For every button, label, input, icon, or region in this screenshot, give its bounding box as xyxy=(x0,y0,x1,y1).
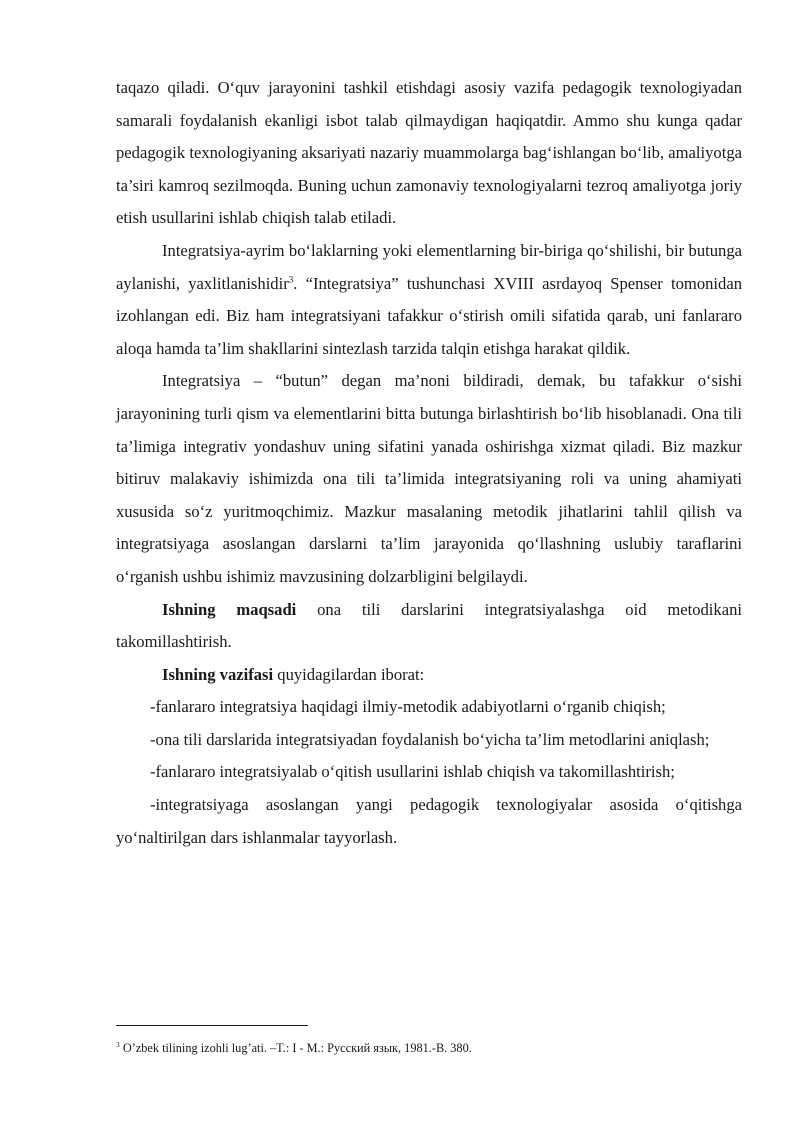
tasks-text: quyidagilardan iborat: xyxy=(273,664,425,684)
list-dash: - xyxy=(150,729,156,749)
list-item-text: fanlararo integratsiyalab o‘qitish usullarini ishlab chiqish va takomillashtirish; xyxy=(155,762,675,782)
paragraph-integration-definition xyxy=(116,235,742,365)
footnote-text: O’zbek tilining izohli lug’ati. –T.: I - M.: Русский язык, 1981.-B. 380. xyxy=(119,1041,472,1055)
footnote xyxy=(116,1040,742,1056)
paragraph-integration-meaning: Integratsiya – “butun” degan ma’noni bildiradi, demak, bu tafakkur o‘sishi jarayonining turli qism va elementlarini bitta butunga birlashtirish bo‘lib hisoblanadi. Ona tili ta’limiga integrativ yondashuv uning sifatini yanada oshirishga xizmat qiladi. Biz mazkur bitiruv malakaviy ishimizda ona tili ta’limida integratsiyaning roli va uning ahamiyati xususida so‘z yuritmoqchimiz. Mazkur masalaning metodik jihatlarini tahlil qilish va integratsiyaga asoslangan darslarni ta’lim jarayonida qo‘llashning uslubiy taraflarini o‘rganish ushbu ishimiz mavzusining dolzarbligini belgilaydi. xyxy=(116,371,742,586)
list-dash: - xyxy=(150,795,156,815)
list-item xyxy=(116,724,742,757)
list-item-text: ona tili darslarida integratsiyadan foydalanish bo‘yicha ta’lim metodlarini aniqlash; xyxy=(155,729,710,749)
paragraph-goal xyxy=(116,594,742,659)
paragraph-text: Integratsiya-ayrim bo‘laklarning yoki elementlarning bir-biriga qo‘shilishi, bir butunga aylanishi, yaxlitlanishidir xyxy=(116,240,742,293)
list-dash: - xyxy=(150,697,156,717)
list-dash: - xyxy=(150,762,156,782)
goal-text: ona tili darslarini integratsiyalashga oid metodikani takomillashtirish. xyxy=(116,599,742,652)
list-item xyxy=(116,691,742,724)
list-item-text: fanlararo integratsiya haqidagi ilmiy-metodik adabiyotlarni o‘rganib chiqish; xyxy=(155,697,666,717)
footnote-reference[interactable]: 3 xyxy=(288,274,294,285)
body-text xyxy=(116,72,742,854)
paragraph-intro: taqazo qiladi. O‘quv jarayonini tashkil etishdagi asosiy vazifa pedagogik texnologiyadan samarali foydalanish ekanligi isbot talab qilmaydigan haqiqatdir. Ammo shu kunga qadar pedagogik texnologiyaning aksariyati nazariy muammolarga bag‘ishlangan bo‘lib, amaliyotga ta’siri kamroq sezilmoqda. Buning uchun zamonaviy texnologiyalarni tezroq amaliyotga joriy etish usullarini ishlab chiqish talab etiladi. xyxy=(116,78,742,228)
tasks-label: Ishning vazifasi xyxy=(162,664,274,684)
goal-label: Ishning maqsadi xyxy=(162,599,297,619)
footnote-divider xyxy=(116,1025,308,1026)
list-item xyxy=(116,756,742,789)
paragraph-text: . “Integratsiya” tushunchasi XVIII asrdayoq Spenser tomonidan izohlangan edi. Biz ham integratsiyani tafakkur o‘stirish omili sifatida qarab, uni fanlararo aloqa hamda ta’lim shakllarini sintezlash tarzida talqin etishga harakat qildik. xyxy=(116,273,742,358)
list-item xyxy=(116,789,742,854)
paragraph-tasks-intro xyxy=(116,659,742,692)
list-item-text: integratsiyaga asoslangan yangi pedagogik texnologiyalar asosida o‘qitishga yo‘naltirilgan dars ishlanmalar tayyorlash. xyxy=(116,795,742,847)
footnote-number: 3 xyxy=(116,1039,120,1049)
